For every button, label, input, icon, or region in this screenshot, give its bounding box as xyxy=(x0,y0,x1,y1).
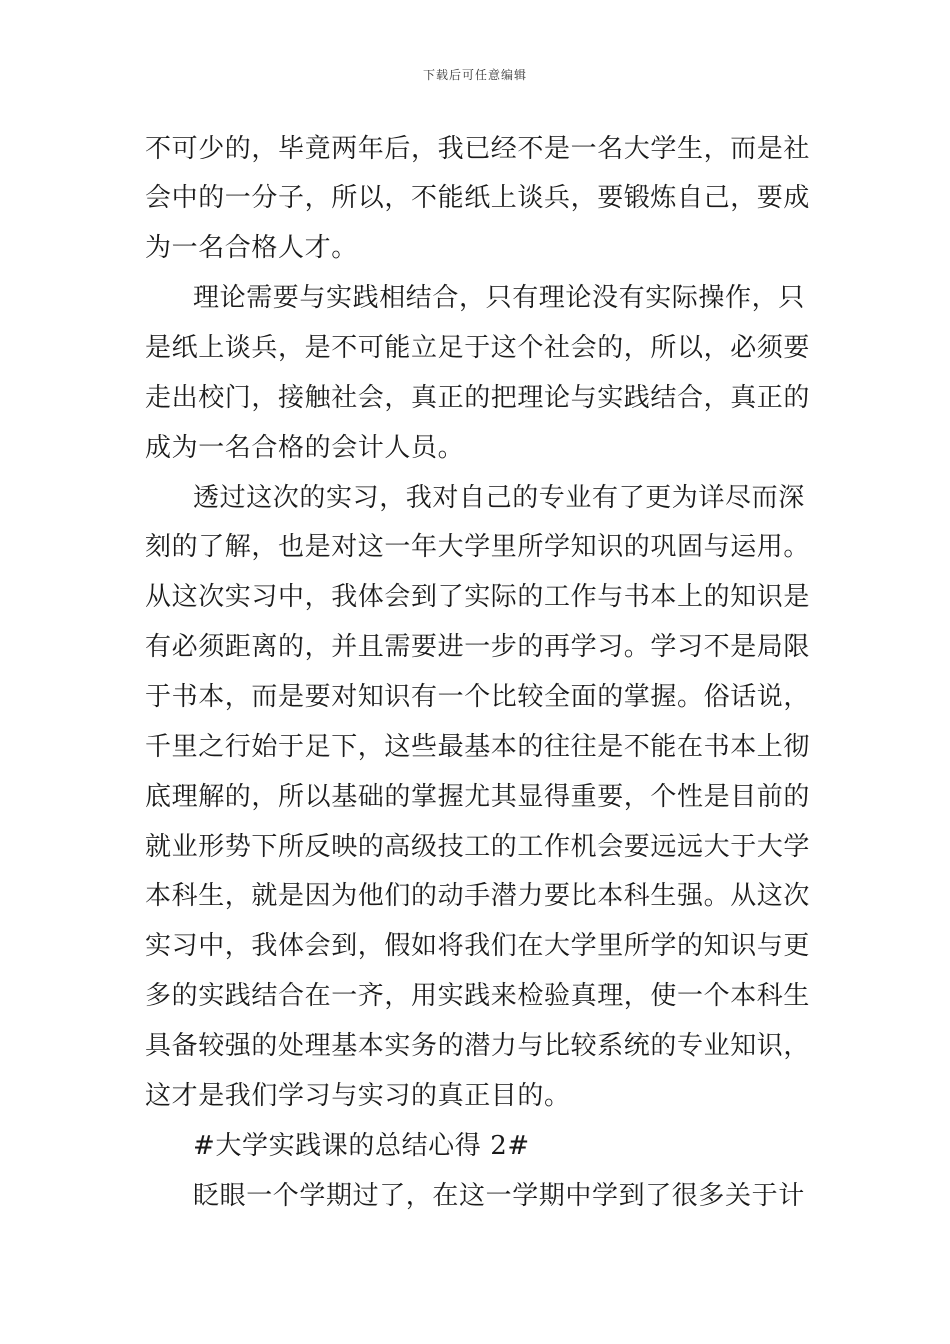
text-line: 从这次实习中，我体会到了实际的工作与书本上的知识是 xyxy=(145,582,811,612)
text-line: 这才是我们学习与实习的真正目的。 xyxy=(145,1081,571,1111)
paragraph-first-line: 理论需要与实践相结合，只有理论没有实际操作，只 xyxy=(193,283,805,313)
section-heading: #大学实践课的总结心得 2# xyxy=(193,1131,530,1161)
text-line: 刻的了解，也是对这一年大学里所学知识的巩固与运用。 xyxy=(145,532,811,562)
text-line: 有必须距离的，并且需要进一步的再学习。学习不是局限 xyxy=(145,632,811,662)
text-line: 本科生，就是因为他们的动手潜力要比本科生强。从这次 xyxy=(145,881,811,911)
page-header: 下载后可任意编辑 xyxy=(422,68,527,82)
text-line: 不可少的，毕竟两年后，我已经不是一名大学生，而是社 xyxy=(145,134,811,164)
text-line: 多的实践结合在一齐，用实践来检验真理，使一个本科生 xyxy=(145,981,811,1011)
text-line: 是纸上谈兵，是不可能立足于这个社会的，所以，必须要 xyxy=(145,333,811,363)
text-line: 就业形势下所反映的高级技工的工作机会要远远大于大学 xyxy=(145,832,811,862)
text-line: 于书本，而是要对知识有一个比较全面的掌握。俗话说， xyxy=(145,682,811,712)
text-line: 走出校门，接触社会，真正的把理论与实践结合，真正的 xyxy=(145,383,811,413)
paragraph-first-line: 眨眼一个学期过了，在这一学期中学到了很多关于计 xyxy=(193,1181,805,1211)
text-line: 成为一名合格的会计人员。 xyxy=(145,433,465,463)
paragraph-first-line: 透过这次的实习，我对自己的专业有了更为详尽而深 xyxy=(193,483,805,513)
text-line: 会中的一分子，所以，不能纸上谈兵，要锻炼自己，要成 xyxy=(145,183,811,213)
text-line: 千里之行始于足下，这些最基本的往往是不能在书本上彻 xyxy=(145,732,811,762)
text-line: 实习中，我体会到，假如将我们在大学里所学的知识与更 xyxy=(145,931,811,961)
text-line: 具备较强的处理基本实务的潜力与比较系统的专业知识， xyxy=(145,1031,811,1061)
text-line: 底理解的，所以基础的掌握尤其显得重要，个性是目前的 xyxy=(145,782,811,812)
text-line: 为一名合格人才。 xyxy=(145,233,358,263)
